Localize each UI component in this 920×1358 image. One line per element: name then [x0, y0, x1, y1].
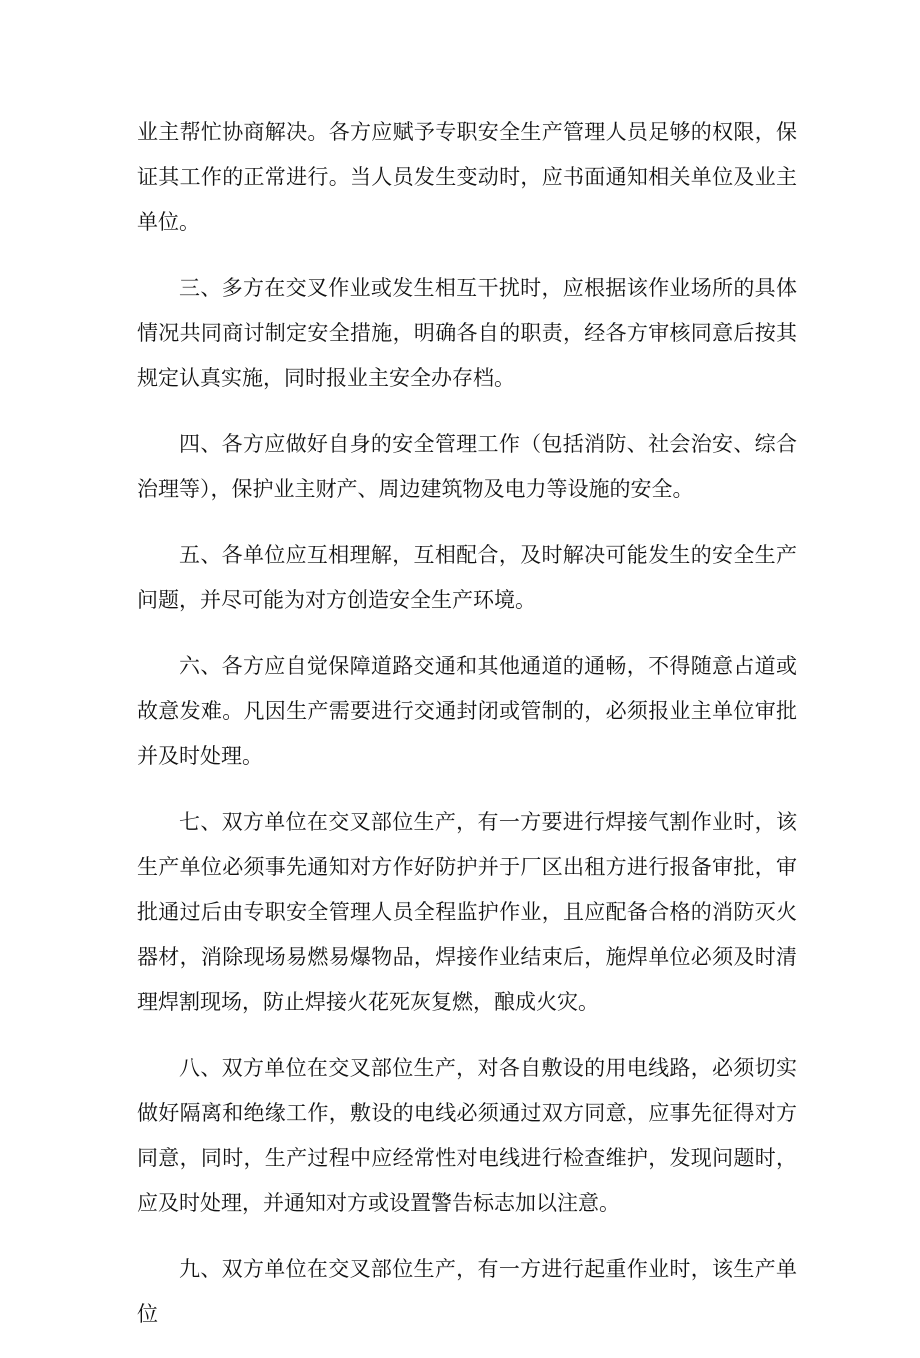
document-body: [137, 110, 797, 1358]
paragraph-item-4: 四、各方应做好自身的安全管理工作（包括消防、社会治安、综合治理等），保护业主财产、周边建筑物及电力等设施的安全。: [137, 432, 797, 501]
paragraph-item-7: 七、双方单位在交叉部位生产，有一方要进行焊接气割作业时，该生产单位必须事先通知对方作好防护并于厂区出租方进行报备审批，审批通过后由专职安全管理人员全程监护作业，且应配备合格的消防灭火器材，消除现场易燃易爆物品，焊接作业结束后，施焊单位必须及时清理焊割现场，防止焊接火花死灰复燃，酿成火灾。: [137, 810, 797, 1014]
paragraph-continuation: 业主帮忙协商解决。各方应赋予专职安全生产管理人员足够的权限，保证其工作的正常进行。当人员发生变动时，应书面通知相关单位及业主单位。: [137, 120, 797, 234]
paragraph-item-9: 九、双方单位在交叉部位生产，有一方进行起重作业时，该生产单位: [137, 1257, 797, 1326]
paragraph-item-3: 三、多方在交叉作业或发生相互干扰时，应根据该作业场所的具体情况共同商讨制定安全措施，明确各自的职责，经各方审核同意后按其规定认真实施，同时报业主安全办存档。: [137, 276, 797, 390]
paragraph-item-8: 八、双方单位在交叉部位生产，对各自敷设的用电线路，必须切实做好隔离和绝缘工作，敷设的电线必须通过双方同意，应事先征得对方同意，同时，生产过程中应经常性对电线进行检查维护，发现问题时，应及时处理，并通知对方或设置警告标志加以注意。: [137, 1056, 797, 1215]
paragraph-item-5: 五、各单位应互相理解，互相配合，及时解决可能发生的安全生产问题，并尽可能为对方创造安全生产环境。: [137, 543, 797, 612]
paragraph-item-6: 六、各方应自觉保障道路交通和其他通道的通畅，不得随意占道或故意发难。凡因生产需要进行交通封闭或管制的，必须报业主单位审批并及时处理。: [137, 654, 797, 768]
